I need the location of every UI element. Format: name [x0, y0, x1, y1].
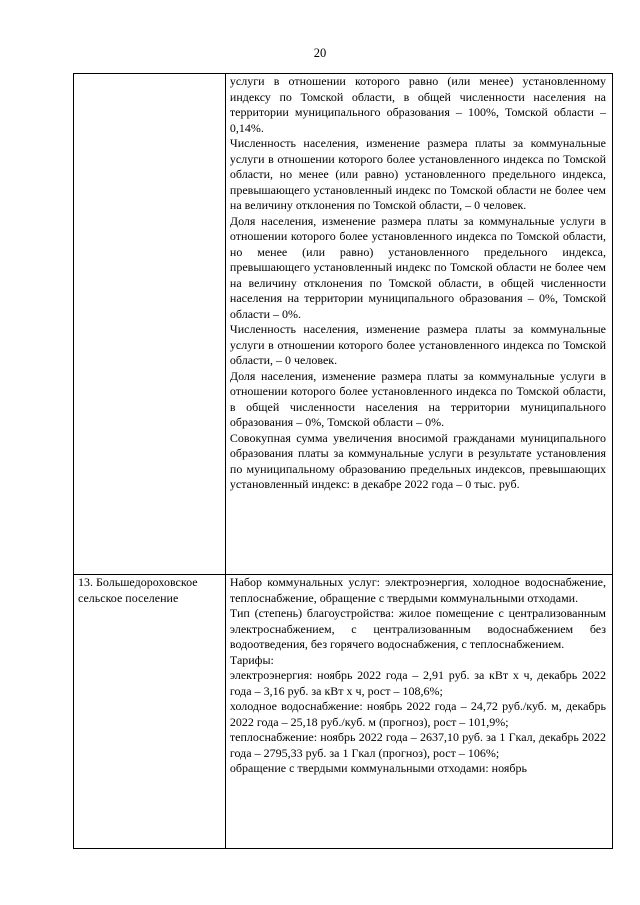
- table-cell-settlement: [74, 575, 226, 849]
- table-row: [74, 74, 613, 575]
- paragraph: услуги в отношении которого равно (или менее) установленному индексу по Томской области, в общей численности населения на территории муниципального образования – 100%, Томской области – 0,14%.: [229, 74, 606, 135]
- page-number: 20: [313, 46, 327, 60]
- paragraph: Доля населения, изменение размера платы за коммунальные услуги в отношении которого более установленного индекса по Томской области, но менее (или равно) установленного предельного индекса, превышающего установленный индекс по Томской области не более чем на величину отклонения по Томской области, в общей численности населения на территории муниципального образования – 0%, Томской области – 0%.: [229, 213, 606, 321]
- table-cell-description: [225, 74, 612, 575]
- paragraph: Численность населения, изменение размера платы за коммунальные услуги в отношении которого более установленного индекса по Томской области, – 0 человек.: [229, 322, 606, 367]
- paragraph: электроэнергия: ноябрь 2022 года – 2,91 руб. за кВт х ч, декабрь 2022 года – 3,16 руб. за кВт х ч, рост – 108,6%;: [229, 668, 606, 698]
- paragraph: Совокупная сумма увеличения вносимой гражданами муниципального образования платы за коммунальные услуги в результате установления по муниципальному образованию предельных индексов, превышающих установленный индекс: в декабре 2022 года – 0 тыс. руб.: [229, 430, 606, 491]
- paragraph: Численность населения, изменение размера платы за коммунальные услуги в отношении которого более установленного индекса по Томской области, но менее (или равно) установленного предельного индекса, превышающего установленный индекс по Томской области не более чем на величину отклонения по Томской области, – 0 человек.: [229, 136, 606, 212]
- paragraph: Набор коммунальных услуг: электроэнергия, холодное водоснабжение, теплоснабжение, обращение с твердыми коммунальными отходами.: [229, 575, 606, 605]
- paragraph: обращение с твердыми коммунальными отходами: ноябрь: [229, 761, 527, 775]
- paragraph: Тарифы:: [229, 652, 274, 667]
- table-cell-description: [225, 575, 612, 849]
- paragraph: Тип (степень) благоустройства: жилое помещение с централизованным электроснабжением, с централизованным водоснабжением без водоотведения, без горячего водоснабжения, с теплоснабжением.: [229, 606, 606, 651]
- paragraph: холодное водоснабжение: ноябрь 2022 года – 24,72 руб./куб. м, декабрь 2022 года – 25,18 руб./куб. м (прогноз), рост – 101,9%;: [229, 699, 606, 729]
- settlement-name: 13. Большедороховское сельское поселение: [78, 575, 198, 605]
- table-cell-settlement: [74, 74, 226, 575]
- paragraph: теплоснабжение: ноябрь 2022 года – 2637,10 руб. за 1 Гкал, декабрь 2022 года – 2795,33 руб. за 1 Гкал (прогноз), рост – 106%;: [229, 730, 606, 760]
- table-row: [74, 575, 613, 849]
- document-table: [73, 73, 613, 849]
- paragraph: Доля населения, изменение размера платы за коммунальные услуги в отношении которого более установленного индекса по Томской области, в общей численности населения на территории муниципального образования – 0%, Томской области – 0%.: [229, 368, 606, 429]
